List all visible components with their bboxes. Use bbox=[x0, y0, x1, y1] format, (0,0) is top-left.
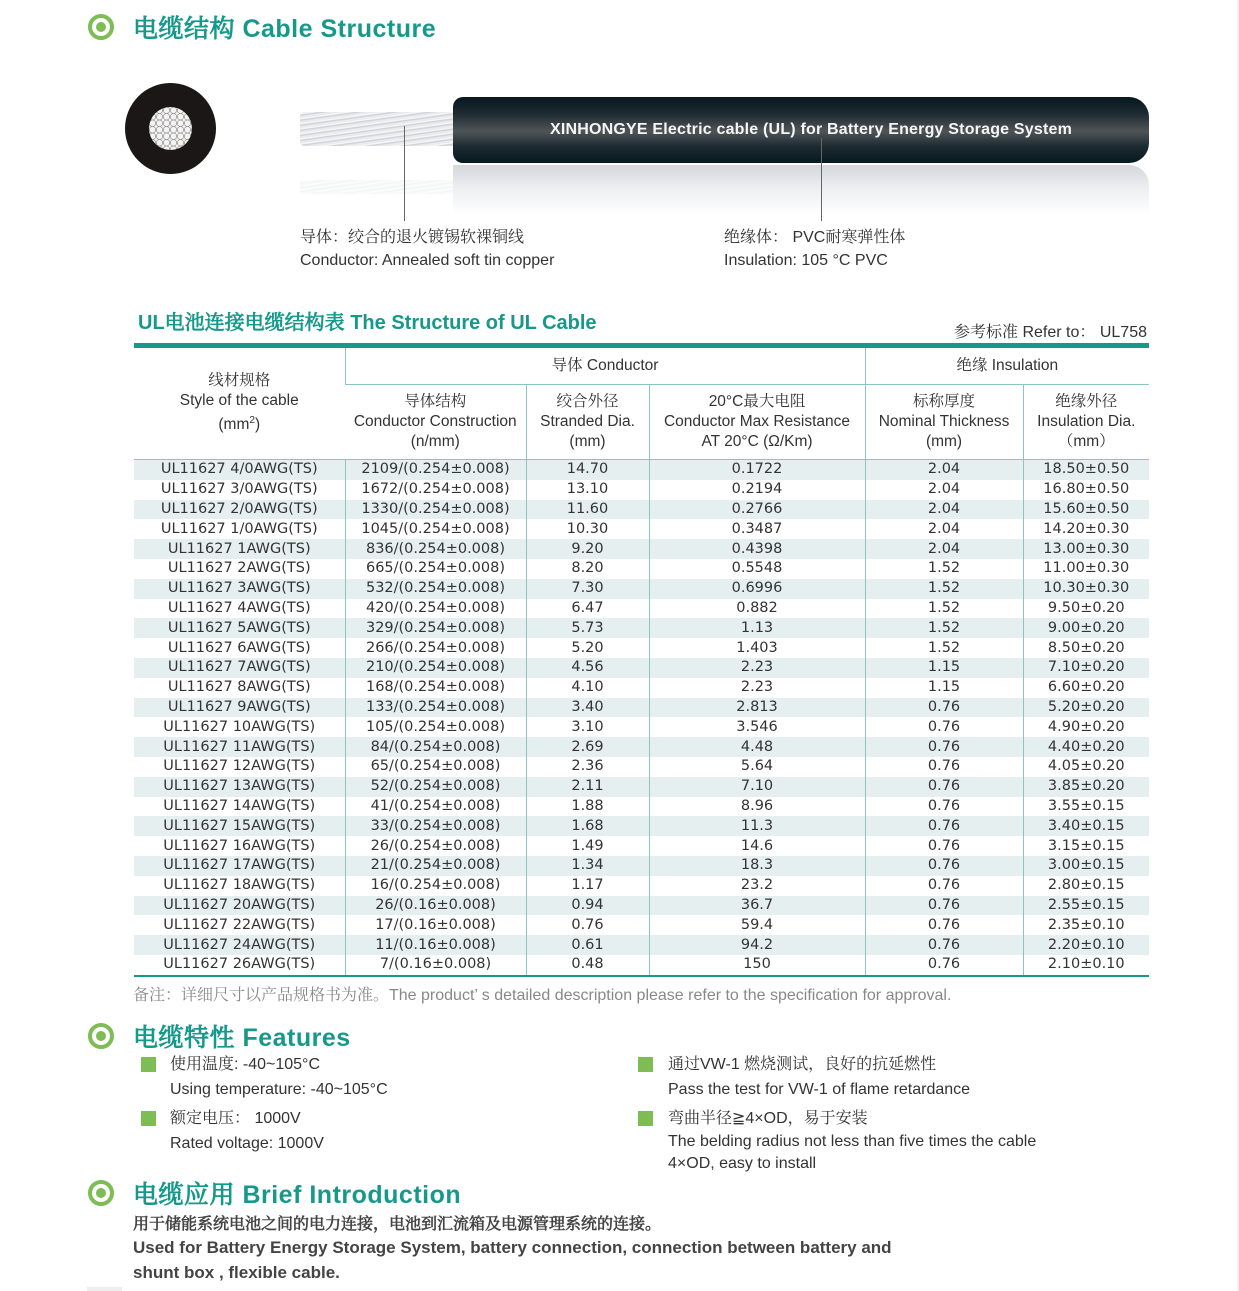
header-column bbox=[865, 385, 1023, 460]
cell-stranded-dia: 3.10 bbox=[526, 717, 649, 737]
cell-stranded-dia: 10.30 bbox=[526, 519, 649, 539]
feature-en: Using temperature: -40~105°C bbox=[170, 1081, 388, 1098]
cell-stranded-dia: 2.36 bbox=[526, 757, 649, 777]
cell-conductor-construction: 532/(0.254±0.008) bbox=[345, 579, 526, 599]
cell-nominal-thickness: 1.52 bbox=[865, 559, 1023, 579]
cell-nominal-thickness: 0.76 bbox=[865, 717, 1023, 737]
table-row bbox=[134, 935, 1149, 955]
cell-cable-style: UL11627 7AWG(TS) bbox=[134, 658, 345, 678]
cell-cable-style: UL11627 22AWG(TS) bbox=[134, 915, 345, 935]
cell-conductor-construction: 84/(0.254±0.008) bbox=[345, 737, 526, 757]
cell-cable-style: UL11627 26AWG(TS) bbox=[134, 955, 345, 976]
cell-nominal-thickness: 1.52 bbox=[865, 638, 1023, 658]
cell-max-resistance: 4.48 bbox=[649, 737, 865, 757]
cell-max-resistance: 0.4398 bbox=[649, 539, 865, 559]
cell-stranded-dia: 3.40 bbox=[526, 698, 649, 718]
conductor-label-en: Conductor: Annealed soft tin copper bbox=[300, 252, 555, 269]
cell-max-resistance: 23.2 bbox=[649, 876, 865, 896]
cell-nominal-thickness: 0.76 bbox=[865, 856, 1023, 876]
cell-stranded-dia: 7.30 bbox=[526, 579, 649, 599]
conductor-label-cn: 导体：绞合的退火镀锡软裸铜线 bbox=[300, 229, 525, 246]
header-column-cn: 导体结构 bbox=[404, 393, 467, 410]
cell-insulation-dia: 18.50±0.50 bbox=[1023, 460, 1149, 480]
cell-cable-style: UL11627 5AWG(TS) bbox=[134, 618, 345, 638]
cell-cable-style: UL11627 17AWG(TS) bbox=[134, 856, 345, 876]
cell-stranded-dia: 4.10 bbox=[526, 678, 649, 698]
header-column-unit: (n/mm) bbox=[410, 433, 460, 450]
cell-nominal-thickness: 1.15 bbox=[865, 678, 1023, 698]
cell-insulation-dia: 7.10±0.20 bbox=[1023, 658, 1149, 678]
table-row bbox=[134, 856, 1149, 876]
header-column-en: Conductor Construction bbox=[353, 413, 517, 430]
cell-max-resistance: 59.4 bbox=[649, 915, 865, 935]
cell-stranded-dia: 0.94 bbox=[526, 896, 649, 916]
cell-conductor-construction: 65/(0.254±0.008) bbox=[345, 757, 526, 777]
section-header-features bbox=[88, 1018, 351, 1054]
cell-max-resistance: 0.1722 bbox=[649, 460, 865, 480]
cell-insulation-dia: 2.55±0.15 bbox=[1023, 896, 1149, 916]
cell-cable-style: UL11627 1/0AWG(TS) bbox=[134, 519, 345, 539]
jacket-reflection bbox=[453, 165, 1149, 215]
target-circle-icon bbox=[88, 14, 114, 40]
cell-nominal-thickness: 0.76 bbox=[865, 955, 1023, 976]
feature-en: Rated voltage: 1000V bbox=[170, 1135, 324, 1152]
cell-insulation-dia: 16.80±0.50 bbox=[1023, 480, 1149, 500]
cell-nominal-thickness: 0.76 bbox=[865, 737, 1023, 757]
cell-max-resistance: 7.10 bbox=[649, 777, 865, 797]
feature-item bbox=[668, 1052, 970, 1102]
cell-insulation-dia: 2.35±0.10 bbox=[1023, 915, 1149, 935]
cell-nominal-thickness: 2.04 bbox=[865, 539, 1023, 559]
cell-insulation-dia: 4.40±0.20 bbox=[1023, 737, 1149, 757]
cell-cable-style: UL11627 15AWG(TS) bbox=[134, 816, 345, 836]
cell-max-resistance: 2.23 bbox=[649, 658, 865, 678]
insulation-leader-line bbox=[821, 138, 822, 221]
cell-max-resistance: 1.13 bbox=[649, 618, 865, 638]
cell-conductor-construction: 329/(0.254±0.008) bbox=[345, 618, 526, 638]
cell-insulation-dia: 2.10±0.10 bbox=[1023, 955, 1149, 976]
cell-stranded-dia: 4.56 bbox=[526, 658, 649, 678]
header-column-cn: 20°C最大电阻 bbox=[708, 393, 806, 410]
cell-conductor-construction: 836/(0.254±0.008) bbox=[345, 539, 526, 559]
cell-conductor-construction: 1330/(0.254±0.008) bbox=[345, 500, 526, 520]
header-column-en: Insulation Dia. bbox=[1037, 413, 1136, 430]
cell-conductor-construction: 105/(0.254±0.008) bbox=[345, 717, 526, 737]
cell-insulation-dia: 2.80±0.15 bbox=[1023, 876, 1149, 896]
table-row bbox=[134, 757, 1149, 777]
cell-insulation-dia: 2.20±0.10 bbox=[1023, 935, 1149, 955]
cell-stranded-dia: 5.20 bbox=[526, 638, 649, 658]
cell-cable-style: UL11627 9AWG(TS) bbox=[134, 698, 345, 718]
header-group-insulation: 绝缘 Insulation bbox=[865, 346, 1149, 385]
cell-insulation-dia: 4.05±0.20 bbox=[1023, 757, 1149, 777]
header-column bbox=[649, 385, 865, 460]
cell-conductor-construction: 17/(0.16±0.008) bbox=[345, 915, 526, 935]
section-header-introduction bbox=[88, 1175, 461, 1211]
section-title: 电缆特性 Features bbox=[133, 1024, 351, 1052]
cell-cable-style: UL11627 13AWG(TS) bbox=[134, 777, 345, 797]
cell-max-resistance: 3.546 bbox=[649, 717, 865, 737]
feature-item bbox=[668, 1106, 1036, 1175]
table-row bbox=[134, 698, 1149, 718]
bare-conductor-strands-image bbox=[300, 112, 454, 146]
header-column-unit: (mm) bbox=[925, 433, 963, 450]
header-style-unit: $(mm^2)$ bbox=[218, 415, 261, 434]
cell-conductor-construction: 266/(0.254±0.008) bbox=[345, 638, 526, 658]
cell-nominal-thickness: 0.76 bbox=[865, 836, 1023, 856]
cell-conductor-construction: 26/(0.254±0.008) bbox=[345, 836, 526, 856]
cell-stranded-dia: 2.11 bbox=[526, 777, 649, 797]
feature-en: Pass the test for VW-1 of flame retardance bbox=[668, 1081, 971, 1098]
cell-max-resistance: 0.3487 bbox=[649, 519, 865, 539]
cell-conductor-construction: 168/(0.254±0.008) bbox=[345, 678, 526, 698]
cell-nominal-thickness: 0.76 bbox=[865, 876, 1023, 896]
cell-insulation-dia: 8.50±0.20 bbox=[1023, 638, 1149, 658]
cable-cross-section-image bbox=[125, 83, 216, 174]
cell-insulation-dia: 4.90±0.20 bbox=[1023, 717, 1149, 737]
cell-stranded-dia: 13.10 bbox=[526, 480, 649, 500]
cell-nominal-thickness: 1.52 bbox=[865, 599, 1023, 619]
target-circle-icon bbox=[88, 1180, 114, 1206]
table-row bbox=[134, 480, 1149, 500]
cell-cable-style: UL11627 3AWG(TS) bbox=[134, 579, 345, 599]
section-title: 电缆应用 Brief Introduction bbox=[133, 1181, 462, 1209]
feature-cn: 使用温度: -40~105°C bbox=[170, 1056, 321, 1073]
cell-cable-style: UL11627 24AWG(TS) bbox=[134, 935, 345, 955]
cell-insulation-dia: 15.60±0.50 bbox=[1023, 500, 1149, 520]
cell-max-resistance: 8.96 bbox=[649, 797, 865, 817]
cell-nominal-thickness: 2.04 bbox=[865, 480, 1023, 500]
header-column bbox=[526, 385, 649, 460]
cell-cable-style: UL11627 18AWG(TS) bbox=[134, 876, 345, 896]
cell-nominal-thickness: 0.76 bbox=[865, 698, 1023, 718]
table-row bbox=[134, 896, 1149, 916]
header-style-en: Style of the cable bbox=[179, 392, 299, 410]
cell-insulation-dia: 11.00±0.30 bbox=[1023, 559, 1149, 579]
cell-cable-style: UL11627 14AWG(TS) bbox=[134, 797, 345, 817]
cell-stranded-dia: 1.68 bbox=[526, 816, 649, 836]
table-row bbox=[134, 836, 1149, 856]
conductor-strands-core bbox=[149, 107, 192, 150]
intro-text-en-line2: shunt box , flexible cable. bbox=[133, 1263, 340, 1282]
cell-cable-style: UL11627 20AWG(TS) bbox=[134, 896, 345, 916]
cell-max-resistance: 36.7 bbox=[649, 896, 865, 916]
cell-cable-style: UL11627 12AWG(TS) bbox=[134, 757, 345, 777]
cell-conductor-construction: 33/(0.254±0.008) bbox=[345, 816, 526, 836]
header-column bbox=[345, 385, 526, 460]
cable-print-text: XINHONGYE Electric cable (UL) for Battery Energy Storage System bbox=[549, 121, 1073, 138]
intro-text-cn: 用于储能系统电池之间的电力连接，电池到汇流箱及电源管理系统的连接。 bbox=[133, 1216, 662, 1233]
table-row bbox=[134, 638, 1149, 658]
table-row bbox=[134, 678, 1149, 698]
cell-cable-style: UL11627 3/0AWG(TS) bbox=[134, 480, 345, 500]
cell-conductor-construction: 210/(0.254±0.008) bbox=[345, 658, 526, 678]
cell-cable-style: UL11627 11AWG(TS) bbox=[134, 737, 345, 757]
cell-nominal-thickness: 1.15 bbox=[865, 658, 1023, 678]
cell-stranded-dia: 1.34 bbox=[526, 856, 649, 876]
cell-conductor-construction: 11/(0.16±0.008) bbox=[345, 935, 526, 955]
cell-conductor-construction: 52/(0.254±0.008) bbox=[345, 777, 526, 797]
insulation-callout bbox=[724, 226, 905, 272]
cell-nominal-thickness: 0.76 bbox=[865, 915, 1023, 935]
table-row bbox=[134, 915, 1149, 935]
table-row bbox=[134, 717, 1149, 737]
cell-max-resistance: 0.2194 bbox=[649, 480, 865, 500]
feature-en-cont: 4×OD, easy to install bbox=[668, 1155, 817, 1172]
table-title: UL电池连接电缆结构表 The Structure of UL Cable bbox=[138, 312, 597, 334]
table-row bbox=[134, 579, 1149, 599]
cell-max-resistance: 94.2 bbox=[649, 935, 865, 955]
cell-insulation-dia: 9.50±0.20 bbox=[1023, 599, 1149, 619]
header-style-of-cable bbox=[134, 346, 345, 460]
square-bullet-icon bbox=[638, 1057, 653, 1072]
cell-cable-style: UL11627 2AWG(TS) bbox=[134, 559, 345, 579]
cell-nominal-thickness: 0.76 bbox=[865, 816, 1023, 836]
feature-item bbox=[170, 1052, 388, 1102]
header-column-en: Conductor Max Resistance bbox=[663, 413, 851, 430]
cell-stranded-dia: 1.17 bbox=[526, 876, 649, 896]
cell-insulation-dia: 9.00±0.20 bbox=[1023, 618, 1149, 638]
cell-nominal-thickness: 2.04 bbox=[865, 500, 1023, 520]
cell-insulation-dia: 3.15±0.15 bbox=[1023, 836, 1149, 856]
cell-conductor-construction: 2109/(0.254±0.008) bbox=[345, 460, 526, 480]
cell-insulation-dia: 3.55±0.15 bbox=[1023, 797, 1149, 817]
cell-nominal-thickness: 0.76 bbox=[865, 777, 1023, 797]
header-column-unit: （mm） bbox=[1057, 433, 1115, 450]
cell-max-resistance: 0.2766 bbox=[649, 500, 865, 520]
cell-stranded-dia: 11.60 bbox=[526, 500, 649, 520]
cell-conductor-construction: 26/(0.16±0.008) bbox=[345, 896, 526, 916]
table-row bbox=[134, 559, 1149, 579]
cell-max-resistance: 11.3 bbox=[649, 816, 865, 836]
header-column-en: Stranded Dia. bbox=[540, 413, 635, 430]
cell-insulation-dia: 3.00±0.15 bbox=[1023, 856, 1149, 876]
cell-insulation-dia: 3.85±0.20 bbox=[1023, 777, 1149, 797]
cell-max-resistance: 5.64 bbox=[649, 757, 865, 777]
cable-structure-table bbox=[134, 343, 1149, 977]
cell-conductor-construction: 21/(0.254±0.008) bbox=[345, 856, 526, 876]
cell-cable-style: UL11627 6AWG(TS) bbox=[134, 638, 345, 658]
cell-insulation-dia: 14.20±0.30 bbox=[1023, 519, 1149, 539]
cell-cable-style: UL11627 2/0AWG(TS) bbox=[134, 500, 345, 520]
table-row bbox=[134, 618, 1149, 638]
header-column-unit: AT 20°C (Ω/Km) bbox=[701, 433, 813, 450]
header-column bbox=[1023, 385, 1149, 460]
feature-en: The belding radius not less than five times the cable bbox=[668, 1133, 1037, 1150]
feature-item bbox=[170, 1106, 324, 1156]
cell-nominal-thickness: 0.76 bbox=[865, 757, 1023, 777]
target-circle-icon bbox=[88, 1023, 114, 1049]
cell-insulation-dia: 13.00±0.30 bbox=[1023, 539, 1149, 559]
cell-nominal-thickness: 2.04 bbox=[865, 519, 1023, 539]
cell-conductor-construction: 1045/(0.254±0.008) bbox=[345, 519, 526, 539]
cell-nominal-thickness: 1.52 bbox=[865, 618, 1023, 638]
table-row bbox=[134, 658, 1149, 678]
cell-max-resistance: 2.813 bbox=[649, 698, 865, 718]
header-group-conductor: 导体 Conductor bbox=[345, 346, 865, 385]
cell-cable-style: UL11627 4AWG(TS) bbox=[134, 599, 345, 619]
cell-stranded-dia: 0.48 bbox=[526, 955, 649, 976]
square-bullet-icon bbox=[141, 1111, 156, 1126]
cell-max-resistance: 0.5548 bbox=[649, 559, 865, 579]
square-bullet-icon bbox=[638, 1111, 653, 1126]
table-row bbox=[134, 460, 1149, 480]
header-column-en: Nominal Thickness bbox=[878, 413, 1010, 430]
table-row bbox=[134, 797, 1149, 817]
insulation-label-cn: 绝缘体： PVC耐寒弹性体 bbox=[724, 229, 906, 246]
cell-conductor-construction: 16/(0.254±0.008) bbox=[345, 876, 526, 896]
cell-conductor-construction: 7/(0.16±0.008) bbox=[345, 955, 526, 976]
cell-stranded-dia: 1.49 bbox=[526, 836, 649, 856]
table-footnote: 备注：详细尺寸以产品规格书为准。The product’ s detailed description please refer to the specification for approval. bbox=[133, 987, 952, 1004]
cell-stranded-dia: 5.73 bbox=[526, 618, 649, 638]
conductor-callout bbox=[300, 226, 554, 272]
table-row bbox=[134, 816, 1149, 836]
cell-insulation-dia: 10.30±0.30 bbox=[1023, 579, 1149, 599]
header-column-cn: 标称厚度 bbox=[913, 393, 976, 410]
feature-cn: 通过VW-1 燃烧测试，良好的抗延燃性 bbox=[668, 1056, 937, 1073]
conductor-leader-line bbox=[404, 126, 405, 221]
header-column-cn: 绞合外径 bbox=[556, 393, 619, 410]
table-row bbox=[134, 955, 1149, 976]
header-column-unit: (mm) bbox=[569, 433, 606, 450]
cell-cable-style: UL11627 8AWG(TS) bbox=[134, 678, 345, 698]
cell-conductor-construction: 1672/(0.254±0.008) bbox=[345, 480, 526, 500]
cell-max-resistance: 1.403 bbox=[649, 638, 865, 658]
table-row bbox=[134, 876, 1149, 896]
cell-insulation-dia: 6.60±0.20 bbox=[1023, 678, 1149, 698]
cell-stranded-dia: 2.69 bbox=[526, 737, 649, 757]
cell-cable-style: UL11627 1AWG(TS) bbox=[134, 539, 345, 559]
cell-cable-style: UL11627 4/0AWG(TS) bbox=[134, 460, 345, 480]
cell-stranded-dia: 8.20 bbox=[526, 559, 649, 579]
table-row bbox=[134, 777, 1149, 797]
cell-stranded-dia: 0.61 bbox=[526, 935, 649, 955]
section-title: 电缆结构 Cable Structure bbox=[133, 15, 437, 43]
cell-stranded-dia: 1.88 bbox=[526, 797, 649, 817]
table-row bbox=[134, 599, 1149, 619]
cell-max-resistance: 18.3 bbox=[649, 856, 865, 876]
header-style-cn: 线材规格 bbox=[208, 372, 271, 390]
table-row bbox=[134, 500, 1149, 520]
cell-nominal-thickness: 0.76 bbox=[865, 935, 1023, 955]
feature-cn: 额定电压： 1000V bbox=[170, 1110, 301, 1127]
cell-nominal-thickness: 2.04 bbox=[865, 460, 1023, 480]
feature-cn: 弯曲半径≧4×OD，易于安装 bbox=[668, 1110, 868, 1127]
table-row bbox=[134, 737, 1149, 757]
cell-nominal-thickness: 0.76 bbox=[865, 797, 1023, 817]
cell-max-resistance: 2.23 bbox=[649, 678, 865, 698]
cell-stranded-dia: 9.20 bbox=[526, 539, 649, 559]
square-bullet-icon bbox=[141, 1057, 156, 1072]
cell-nominal-thickness: 0.76 bbox=[865, 896, 1023, 916]
cell-max-resistance: 150 bbox=[649, 955, 865, 976]
cell-stranded-dia: 14.70 bbox=[526, 460, 649, 480]
section-header-cable-structure bbox=[88, 9, 436, 45]
intro-text-en-line1: Used for Battery Energy Storage System, battery connection, connection between battery and bbox=[133, 1238, 892, 1257]
header-column-cn: 绝缘外径 bbox=[1055, 393, 1118, 410]
page-edge-mark bbox=[87, 1287, 122, 1291]
insulation-label-en: Insulation: 105 °C PVC bbox=[724, 252, 888, 269]
table-row bbox=[134, 519, 1149, 539]
cell-conductor-construction: 665/(0.254±0.008) bbox=[345, 559, 526, 579]
cell-cable-style: UL11627 10AWG(TS) bbox=[134, 717, 345, 737]
cell-max-resistance: 14.6 bbox=[649, 836, 865, 856]
cell-max-resistance: 0.6996 bbox=[649, 579, 865, 599]
cell-stranded-dia: 0.76 bbox=[526, 915, 649, 935]
cell-stranded-dia: 6.47 bbox=[526, 599, 649, 619]
cell-conductor-construction: 420/(0.254±0.008) bbox=[345, 599, 526, 619]
reference-standard: 参考标准 Refer to： UL758 bbox=[954, 324, 1147, 341]
cell-insulation-dia: 3.40±0.15 bbox=[1023, 816, 1149, 836]
cell-conductor-construction: 41/(0.254±0.008) bbox=[345, 797, 526, 817]
cell-conductor-construction: 133/(0.254±0.008) bbox=[345, 698, 526, 718]
cell-cable-style: UL11627 16AWG(TS) bbox=[134, 836, 345, 856]
conductor-reflection bbox=[300, 180, 454, 194]
cable-jacket-image bbox=[453, 97, 1149, 163]
table-row bbox=[134, 539, 1149, 559]
cell-max-resistance: 0.882 bbox=[649, 599, 865, 619]
cell-insulation-dia: 5.20±0.20 bbox=[1023, 698, 1149, 718]
cell-nominal-thickness: 1.52 bbox=[865, 579, 1023, 599]
